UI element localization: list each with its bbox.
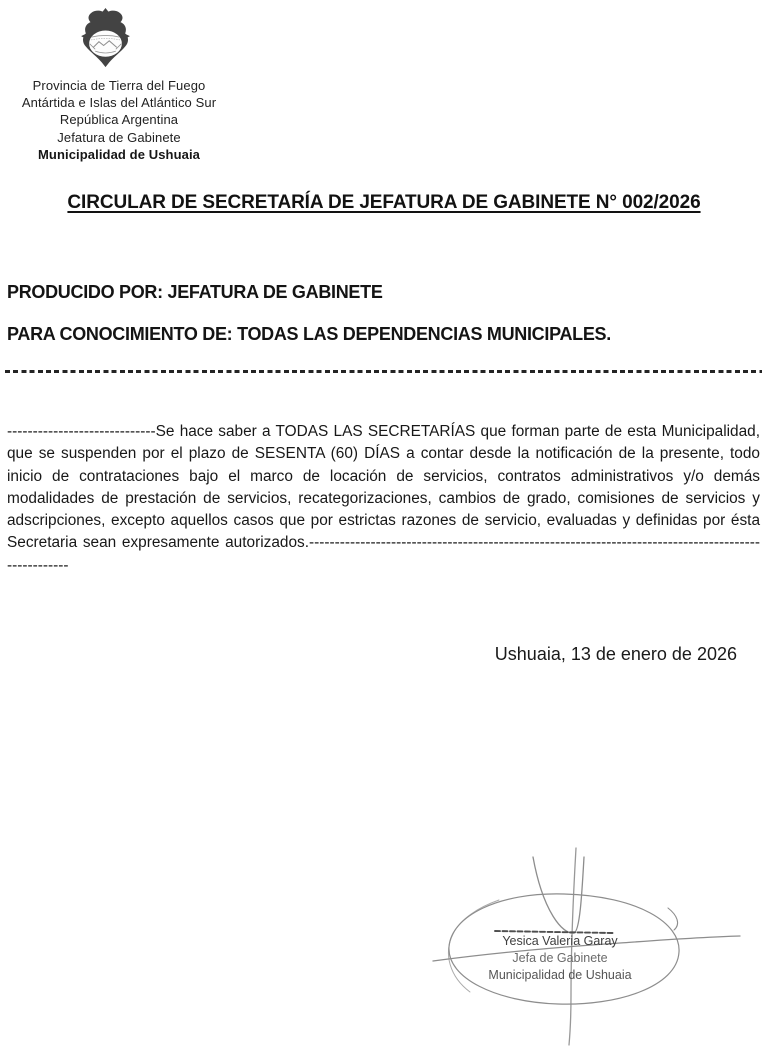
dateline: Ushuaia, 13 de enero de 2026 <box>494 644 737 664</box>
letterhead-organization: Municipalidad de Ushuaia <box>37 146 201 162</box>
letterhead <box>8 8 230 163</box>
letterhead-line-antartida: Antártida e Islas del Atlántico Sur <box>21 95 217 111</box>
letterhead-line-province: Provincia de Tierra del Fuego <box>32 78 206 93</box>
circular-title: CIRCULAR DE SECRETARÍA DE JEFATURA DE GABINETE N° 002/2026 <box>67 192 701 213</box>
municipal-crest-icon <box>77 8 134 68</box>
for-knowledge-line: PARA CONOCIMIENTO DE: TODAS LAS DEPENDENCIAS MUNICIPALES. <box>7 324 611 344</box>
produced-by-line: PRODUCIDO POR: JEFATURA DE GABINETE <box>7 282 383 302</box>
body-paragraph: -----------------------------Se hace saber a TODAS LAS SECRETARÍAS que forman parte de esta Municipalidad, que se suspenden por el plazo de SESENTA (60) DÍAS a contar desde la notificación de la presente, todo inicio de contrataciones bajo el marco de locación de servicios, contratos administrativos y/o demás modalidades de prestación de servicios, recategorizaciones, cambios de grado, comisiones de servicios y adscripciones, excepto aquellos casos que por estrictas razones de servicio, evaluadas y definidas por ésta Secretaria sean expresamente autorizados.---------------------------------------------------------------------------------------------------- <box>7 423 760 574</box>
dashed-separator <box>5 370 762 373</box>
letterhead-line-republica: República Argentina <box>59 112 179 128</box>
signatory-organization: Municipalidad de Ushuaia <box>488 968 632 982</box>
letterhead-lines <box>8 77 230 163</box>
signature-block <box>460 933 660 984</box>
signatory-role: Jefa de Gabinete <box>512 951 608 965</box>
letterhead-line-jefatura: Jefatura de Gabinete <box>57 129 181 145</box>
signatory-name: Yesica Valeria Garay <box>502 934 618 948</box>
